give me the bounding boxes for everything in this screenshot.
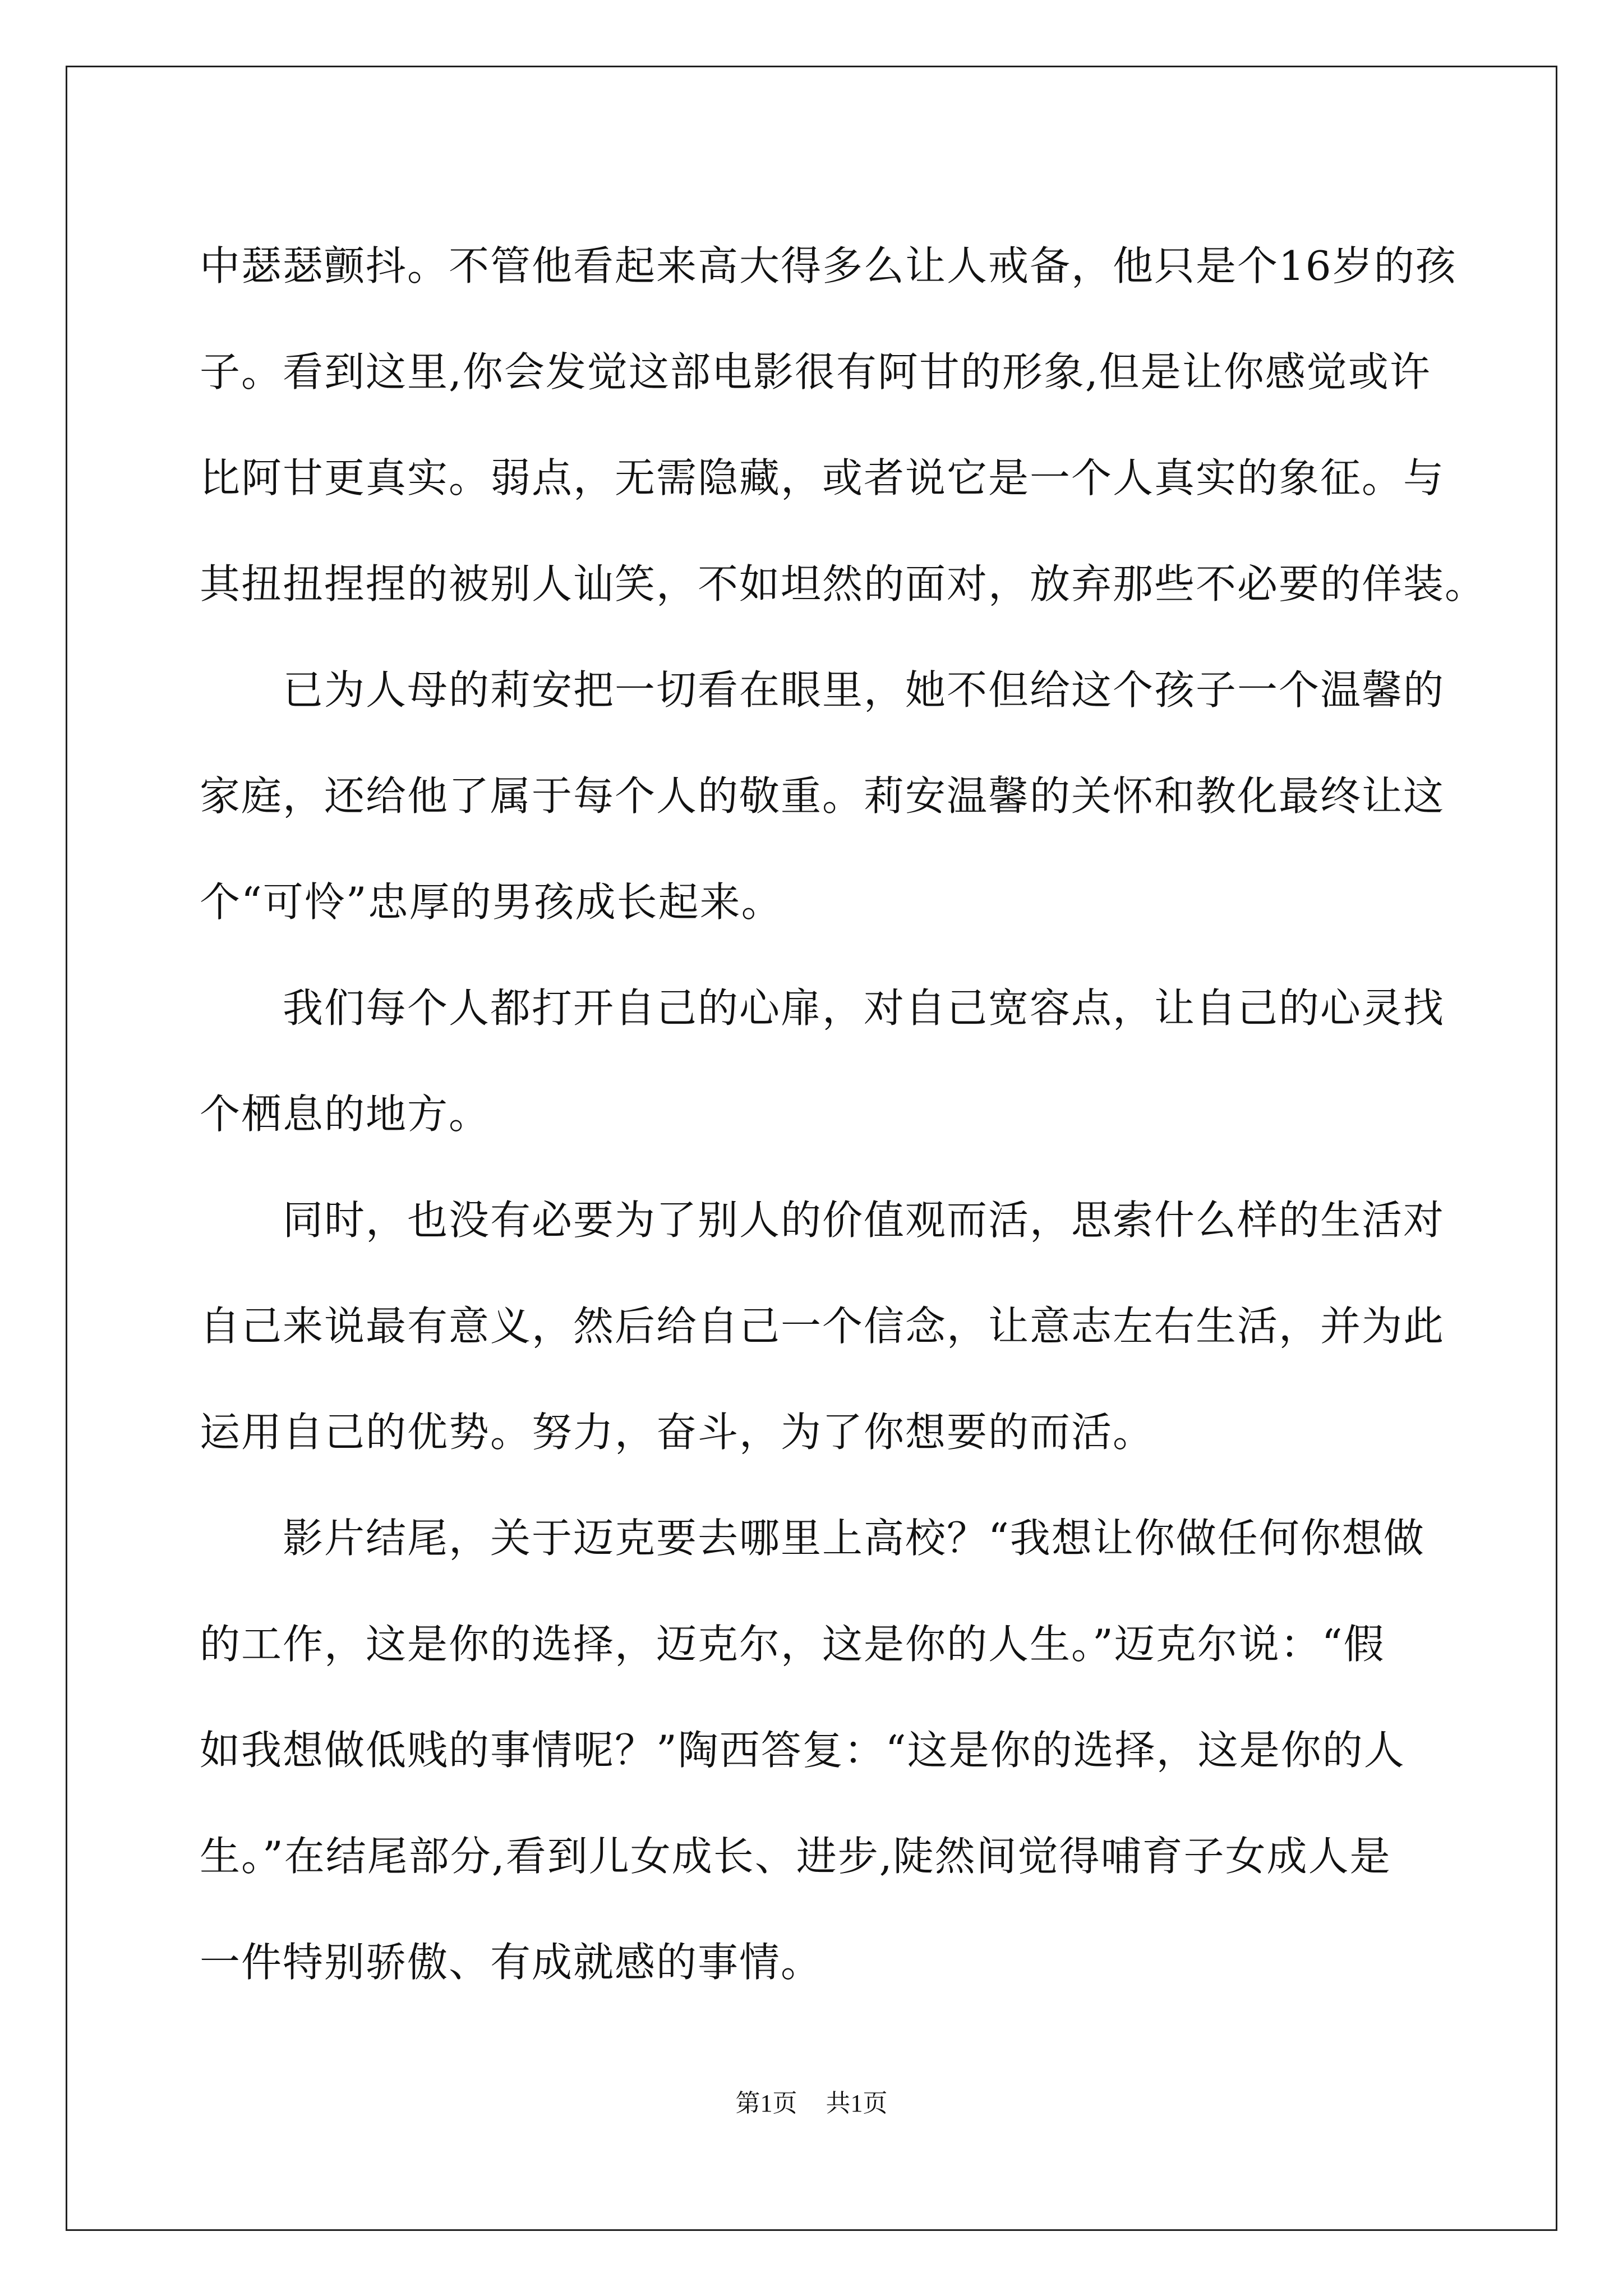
text-line: 子。看到这里,你会发觉这部电影很有阿甘的形象,但是让你感觉或许 (200, 348, 1431, 395)
text-line: 如我想做低贱的事情呢？”陶西答复：“这是你的选择，这是你的人 (200, 1727, 1405, 1774)
page-number: 第1页 (735, 2090, 797, 2117)
text-line: 家庭，还给他了属于每个人的敬重。莉安温馨的关怀和教化最终让这 (200, 772, 1445, 820)
text-line: 一件特别骄傲、有成就感的事情。 (200, 1939, 823, 1986)
text-line: 比阿甘更真实。弱点，无需隐藏，或者说它是一个人真实的象征。与 (200, 454, 1445, 501)
text-line: 个栖息的地方。 (200, 1091, 491, 1138)
paragraph-start-line: 我们每个人都打开自己的心扉，对自己宽容点，让自己的心灵找 (283, 984, 1445, 1032)
document-body (200, 213, 1487, 2016)
paragraph-start-line: 同时，也没有必要为了别人的价值观而活，思索什么样的生活对 (283, 1197, 1445, 1244)
text-line: 个“可怜”忠厚的男孩成长起来。 (200, 878, 783, 926)
paragraph-start-line: 已为人母的莉安把一切看在眼里，她不但给这个孩子一个温馨的 (283, 666, 1445, 714)
page-total: 共1页 (826, 2090, 888, 2117)
text-line: 自己来说最有意义，然后给自己一个信念，让意志左右生活，并为此 (200, 1303, 1445, 1350)
paragraph-start-line: 影片结尾，关于迈克要去哪里上高校？“我想让你做任何你想做 (283, 1515, 1425, 1562)
text-line: 中瑟瑟颤抖。不管他看起来高大得多么让人戒备，他只是个16岁的孩 (200, 242, 1457, 289)
text-line: 生。”在结尾部分,看到儿女成长、进步,陡然间觉得哺育子女成人是 (200, 1833, 1391, 1880)
page-footer (0, 2087, 1623, 2120)
text-line: 运用自己的优势。努力，奋斗，为了你想要的而活。 (200, 1409, 1155, 1456)
text-line: 的工作，这是你的选择，迈克尔，这是你的人生。”迈克尔说：“假 (200, 1621, 1385, 1668)
text-line: 其扭扭捏捏的被别人讪笑，不如坦然的面对，放弃那些不必要的佯装。 (200, 560, 1487, 608)
